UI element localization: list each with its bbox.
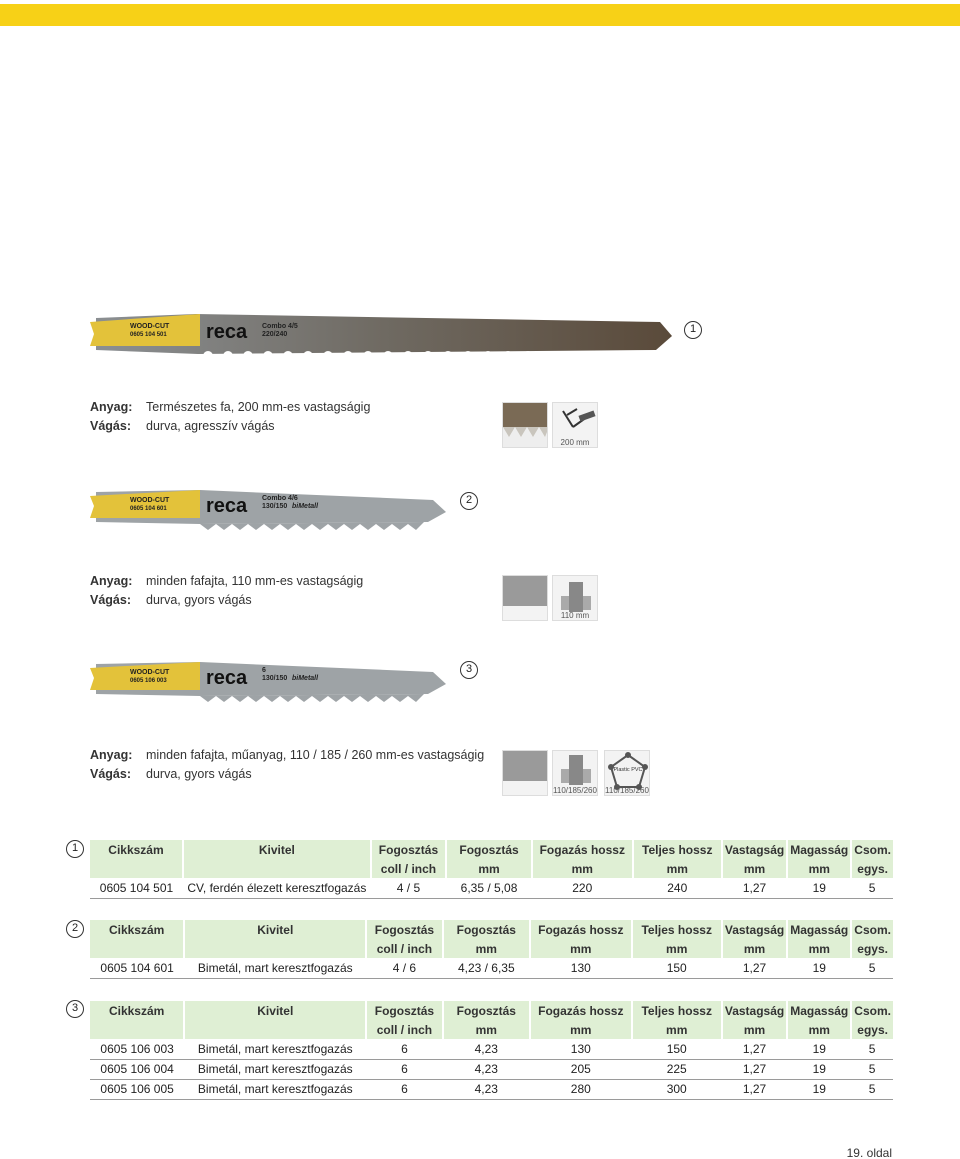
- col-header: Fogosztás: [443, 1001, 530, 1020]
- cut-text: durva, agresszív vágás: [146, 419, 275, 433]
- cell-height: 19: [787, 958, 851, 978]
- col-header: Csom.: [851, 1001, 893, 1020]
- col-subheader: mm: [722, 939, 787, 958]
- table-header-row: [90, 920, 893, 939]
- material-label: Anyag:: [90, 400, 133, 414]
- col-header: Fogosztás: [371, 840, 446, 859]
- cut-label: Vágás:: [90, 767, 131, 781]
- blade-image-3: [88, 656, 448, 704]
- cell-total-length: 150: [632, 958, 722, 978]
- col-header: Teljes hossz: [632, 1001, 722, 1020]
- col-subheader: mm: [530, 1020, 632, 1039]
- table-row: [90, 958, 893, 978]
- cut-text: durva, gyors vágás: [146, 593, 252, 607]
- cell-thickness: 1,27: [722, 1039, 787, 1059]
- cell-pitch-mm: 4,23 / 6,35: [443, 958, 530, 978]
- cell-tpi: 4 / 5: [371, 878, 446, 898]
- table-header-row: [90, 1001, 893, 1020]
- col-header: Magasság: [787, 840, 851, 859]
- cut-label: Vágás:: [90, 419, 131, 433]
- cell-tpi: 6: [366, 1039, 442, 1059]
- coarse-teeth-icon: [502, 402, 548, 448]
- cell-design: Bimetál, mart keresztfogazás: [184, 1079, 366, 1099]
- thumb-caption: 200 mm: [560, 438, 590, 447]
- col-subheader: mm: [633, 859, 722, 878]
- cut-label: Vágás:: [90, 593, 131, 607]
- col-header: Magasság: [787, 1001, 851, 1020]
- spec-table-3: [90, 1001, 893, 1100]
- col-header: Kivitel: [184, 920, 366, 939]
- thumb-caption: 110 mm: [560, 611, 590, 620]
- product-info-1: [90, 398, 370, 436]
- blade-type-label: WOOD-CUT: [130, 669, 170, 676]
- col-subheader: egys.: [851, 1020, 893, 1039]
- col-subheader: coll / inch: [366, 939, 442, 958]
- col-header: Fogosztás: [366, 1001, 442, 1020]
- cut-text: durva, gyors vágás: [146, 767, 252, 781]
- cell-pitch-mm: 6,35 / 5,08: [446, 878, 532, 898]
- col-header: Fogosztás: [446, 840, 532, 859]
- fine-teeth-icon: [502, 750, 548, 796]
- thumb-caption: 110/185/260: [553, 786, 597, 795]
- blade-code: 0605 104 501: [130, 332, 167, 338]
- cell-article-no: 0605 106 005: [90, 1079, 184, 1099]
- table-row: [90, 1059, 893, 1079]
- col-subheader: egys.: [851, 939, 893, 958]
- product-info-3: [90, 746, 484, 784]
- blade-model: Combo 4/6: [262, 495, 298, 502]
- cell-tooth-length: 280: [530, 1079, 632, 1099]
- col-header: Teljes hossz: [633, 840, 722, 859]
- cell-thickness: 1,27: [722, 958, 787, 978]
- cell-tooth-length: 130: [530, 1039, 632, 1059]
- col-subheader: mm: [632, 1020, 722, 1039]
- col-subheader: mm: [446, 859, 532, 878]
- cell-design: Bimetál, mart keresztfogazás: [184, 1039, 366, 1059]
- table-header-row: [90, 939, 893, 958]
- col-subheader: mm: [443, 1020, 530, 1039]
- cell-article-no: 0605 106 003: [90, 1039, 184, 1059]
- product-info-2: [90, 572, 363, 610]
- col-header: Vastagság: [722, 840, 787, 859]
- blade-image-2: [88, 484, 448, 532]
- blade-code: 0605 104 601: [130, 506, 167, 512]
- cell-total-length: 240: [633, 878, 722, 898]
- col-subheader: mm: [532, 859, 633, 878]
- page-number: 19. oldal: [846, 1146, 892, 1159]
- col-subheader: mm: [787, 1020, 851, 1039]
- blade-image-1: [88, 306, 673, 366]
- material-text: minden fafajta, műanyag, 110 / 185 / 260 mm-es vastagságig: [146, 748, 485, 762]
- cell-total-length: 225: [632, 1059, 722, 1079]
- blade-type-label: WOOD-CUT: [130, 323, 170, 330]
- cell-article-no: 0605 106 004: [90, 1059, 184, 1079]
- product-marker-2: 2: [460, 492, 478, 510]
- blade-brand: reca: [206, 321, 248, 343]
- col-subheader: mm: [722, 859, 787, 878]
- cell-height: 19: [787, 1059, 851, 1079]
- col-header: Kivitel: [183, 840, 371, 859]
- cell-pack-qty: 5: [851, 1039, 893, 1059]
- cell-pack-qty: 5: [851, 1059, 893, 1079]
- col-header: Teljes hossz: [632, 920, 722, 939]
- cell-thickness: 1,27: [722, 1059, 787, 1079]
- col-subheader: coll / inch: [371, 859, 446, 878]
- cell-tooth-length: 220: [532, 878, 633, 898]
- col-header: Fogazás hossz: [532, 840, 633, 859]
- cell-article-no: 0605 104 501: [90, 878, 183, 898]
- blade-material-tag: biMetall: [292, 675, 319, 682]
- blade-sizes: 130/150: [262, 675, 288, 682]
- cell-height: 19: [787, 1039, 851, 1059]
- table-marker-1: 1: [66, 840, 84, 858]
- cell-tpi: 4 / 6: [366, 958, 442, 978]
- cell-height: 19: [787, 878, 851, 898]
- cell-total-length: 150: [632, 1039, 722, 1059]
- cell-pack-qty: 5: [851, 958, 893, 978]
- col-subheader: [184, 939, 366, 958]
- material-label: Anyag:: [90, 748, 133, 762]
- spec-table-2: [90, 920, 893, 979]
- col-subheader: mm: [722, 1020, 787, 1039]
- col-subheader: egys.: [851, 859, 893, 878]
- cell-total-length: 300: [632, 1079, 722, 1099]
- col-header: Cikkszám: [90, 920, 184, 939]
- cell-thickness: 1,27: [722, 878, 787, 898]
- col-header: Magasság: [787, 920, 851, 939]
- table-row: [90, 1039, 893, 1059]
- col-header: Vastagság: [722, 920, 787, 939]
- blade-model: 6: [262, 667, 266, 674]
- cell-tpi: 6: [366, 1059, 442, 1079]
- blade-material-tag: biMetall: [292, 503, 319, 510]
- col-subheader: [184, 1020, 366, 1039]
- blade-model: Combo 4/5: [262, 323, 298, 330]
- cell-article-no: 0605 104 601: [90, 958, 184, 978]
- col-subheader: mm: [787, 859, 851, 878]
- spec-table-1: [90, 840, 893, 899]
- thumb-caption: 110/185/260: [605, 786, 649, 795]
- cell-design: CV, ferdén élezett keresztfogazás: [183, 878, 371, 898]
- table-header-row: [90, 859, 893, 878]
- col-header: Fogazás hossz: [530, 1001, 632, 1020]
- col-header: Cikkszám: [90, 840, 183, 859]
- material-text: Természetes fa, 200 mm-es vastagságig: [146, 400, 371, 414]
- col-header: Vastagság: [722, 1001, 787, 1020]
- cell-tooth-length: 130: [530, 958, 632, 978]
- table-header-row: [90, 1020, 893, 1039]
- cell-design: Bimetál, mart keresztfogazás: [184, 958, 366, 978]
- cell-pitch-mm: 4,23: [443, 1079, 530, 1099]
- cell-pack-qty: 5: [851, 1079, 893, 1099]
- col-subheader: [183, 859, 371, 878]
- top-color-bar: [0, 4, 960, 26]
- fine-teeth-icon: [502, 575, 548, 621]
- product-marker-1: 1: [684, 321, 702, 339]
- material-label: Anyag:: [90, 574, 133, 588]
- col-subheader: mm: [632, 939, 722, 958]
- table-marker-2: 2: [66, 920, 84, 938]
- col-subheader: coll / inch: [366, 1020, 442, 1039]
- col-subheader: [90, 1020, 184, 1039]
- col-subheader: [90, 859, 183, 878]
- table-marker-3: 3: [66, 1000, 84, 1018]
- blade-type-label: WOOD-CUT: [130, 497, 170, 504]
- cell-pitch-mm: 4,23: [443, 1039, 530, 1059]
- cell-tpi: 6: [366, 1079, 442, 1099]
- table-row: [90, 1079, 893, 1099]
- blade-brand: reca: [206, 495, 248, 517]
- col-subheader: [90, 939, 184, 958]
- table-header-row: [90, 840, 893, 859]
- blade-brand: reca: [206, 667, 248, 689]
- plastic-pvc-text: Plastic PVC: [613, 767, 643, 773]
- material-text: minden fafajta, 110 mm-es vastagságig: [146, 574, 364, 588]
- col-header: Csom.: [851, 920, 893, 939]
- col-header: Csom.: [851, 840, 893, 859]
- col-header: Cikkszám: [90, 1001, 184, 1020]
- col-header: Kivitel: [184, 1001, 366, 1020]
- col-header: Fogosztás: [443, 920, 530, 939]
- col-header: Fogosztás: [366, 920, 442, 939]
- col-subheader: mm: [787, 939, 851, 958]
- cell-tooth-length: 205: [530, 1059, 632, 1079]
- cell-height: 19: [787, 1079, 851, 1099]
- col-subheader: mm: [530, 939, 632, 958]
- blade-code: 0605 106 003: [130, 678, 167, 684]
- blade-sizes: 220/240: [262, 331, 288, 338]
- col-header: Fogazás hossz: [530, 920, 632, 939]
- col-subheader: mm: [443, 939, 530, 958]
- cell-pack-qty: 5: [851, 878, 893, 898]
- cell-pitch-mm: 4,23: [443, 1059, 530, 1079]
- table-row: [90, 878, 893, 898]
- blade-sizes: 130/150: [262, 503, 288, 510]
- cell-thickness: 1,27: [722, 1079, 787, 1099]
- product-marker-3: 3: [460, 661, 478, 679]
- cell-design: Bimetál, mart keresztfogazás: [184, 1059, 366, 1079]
